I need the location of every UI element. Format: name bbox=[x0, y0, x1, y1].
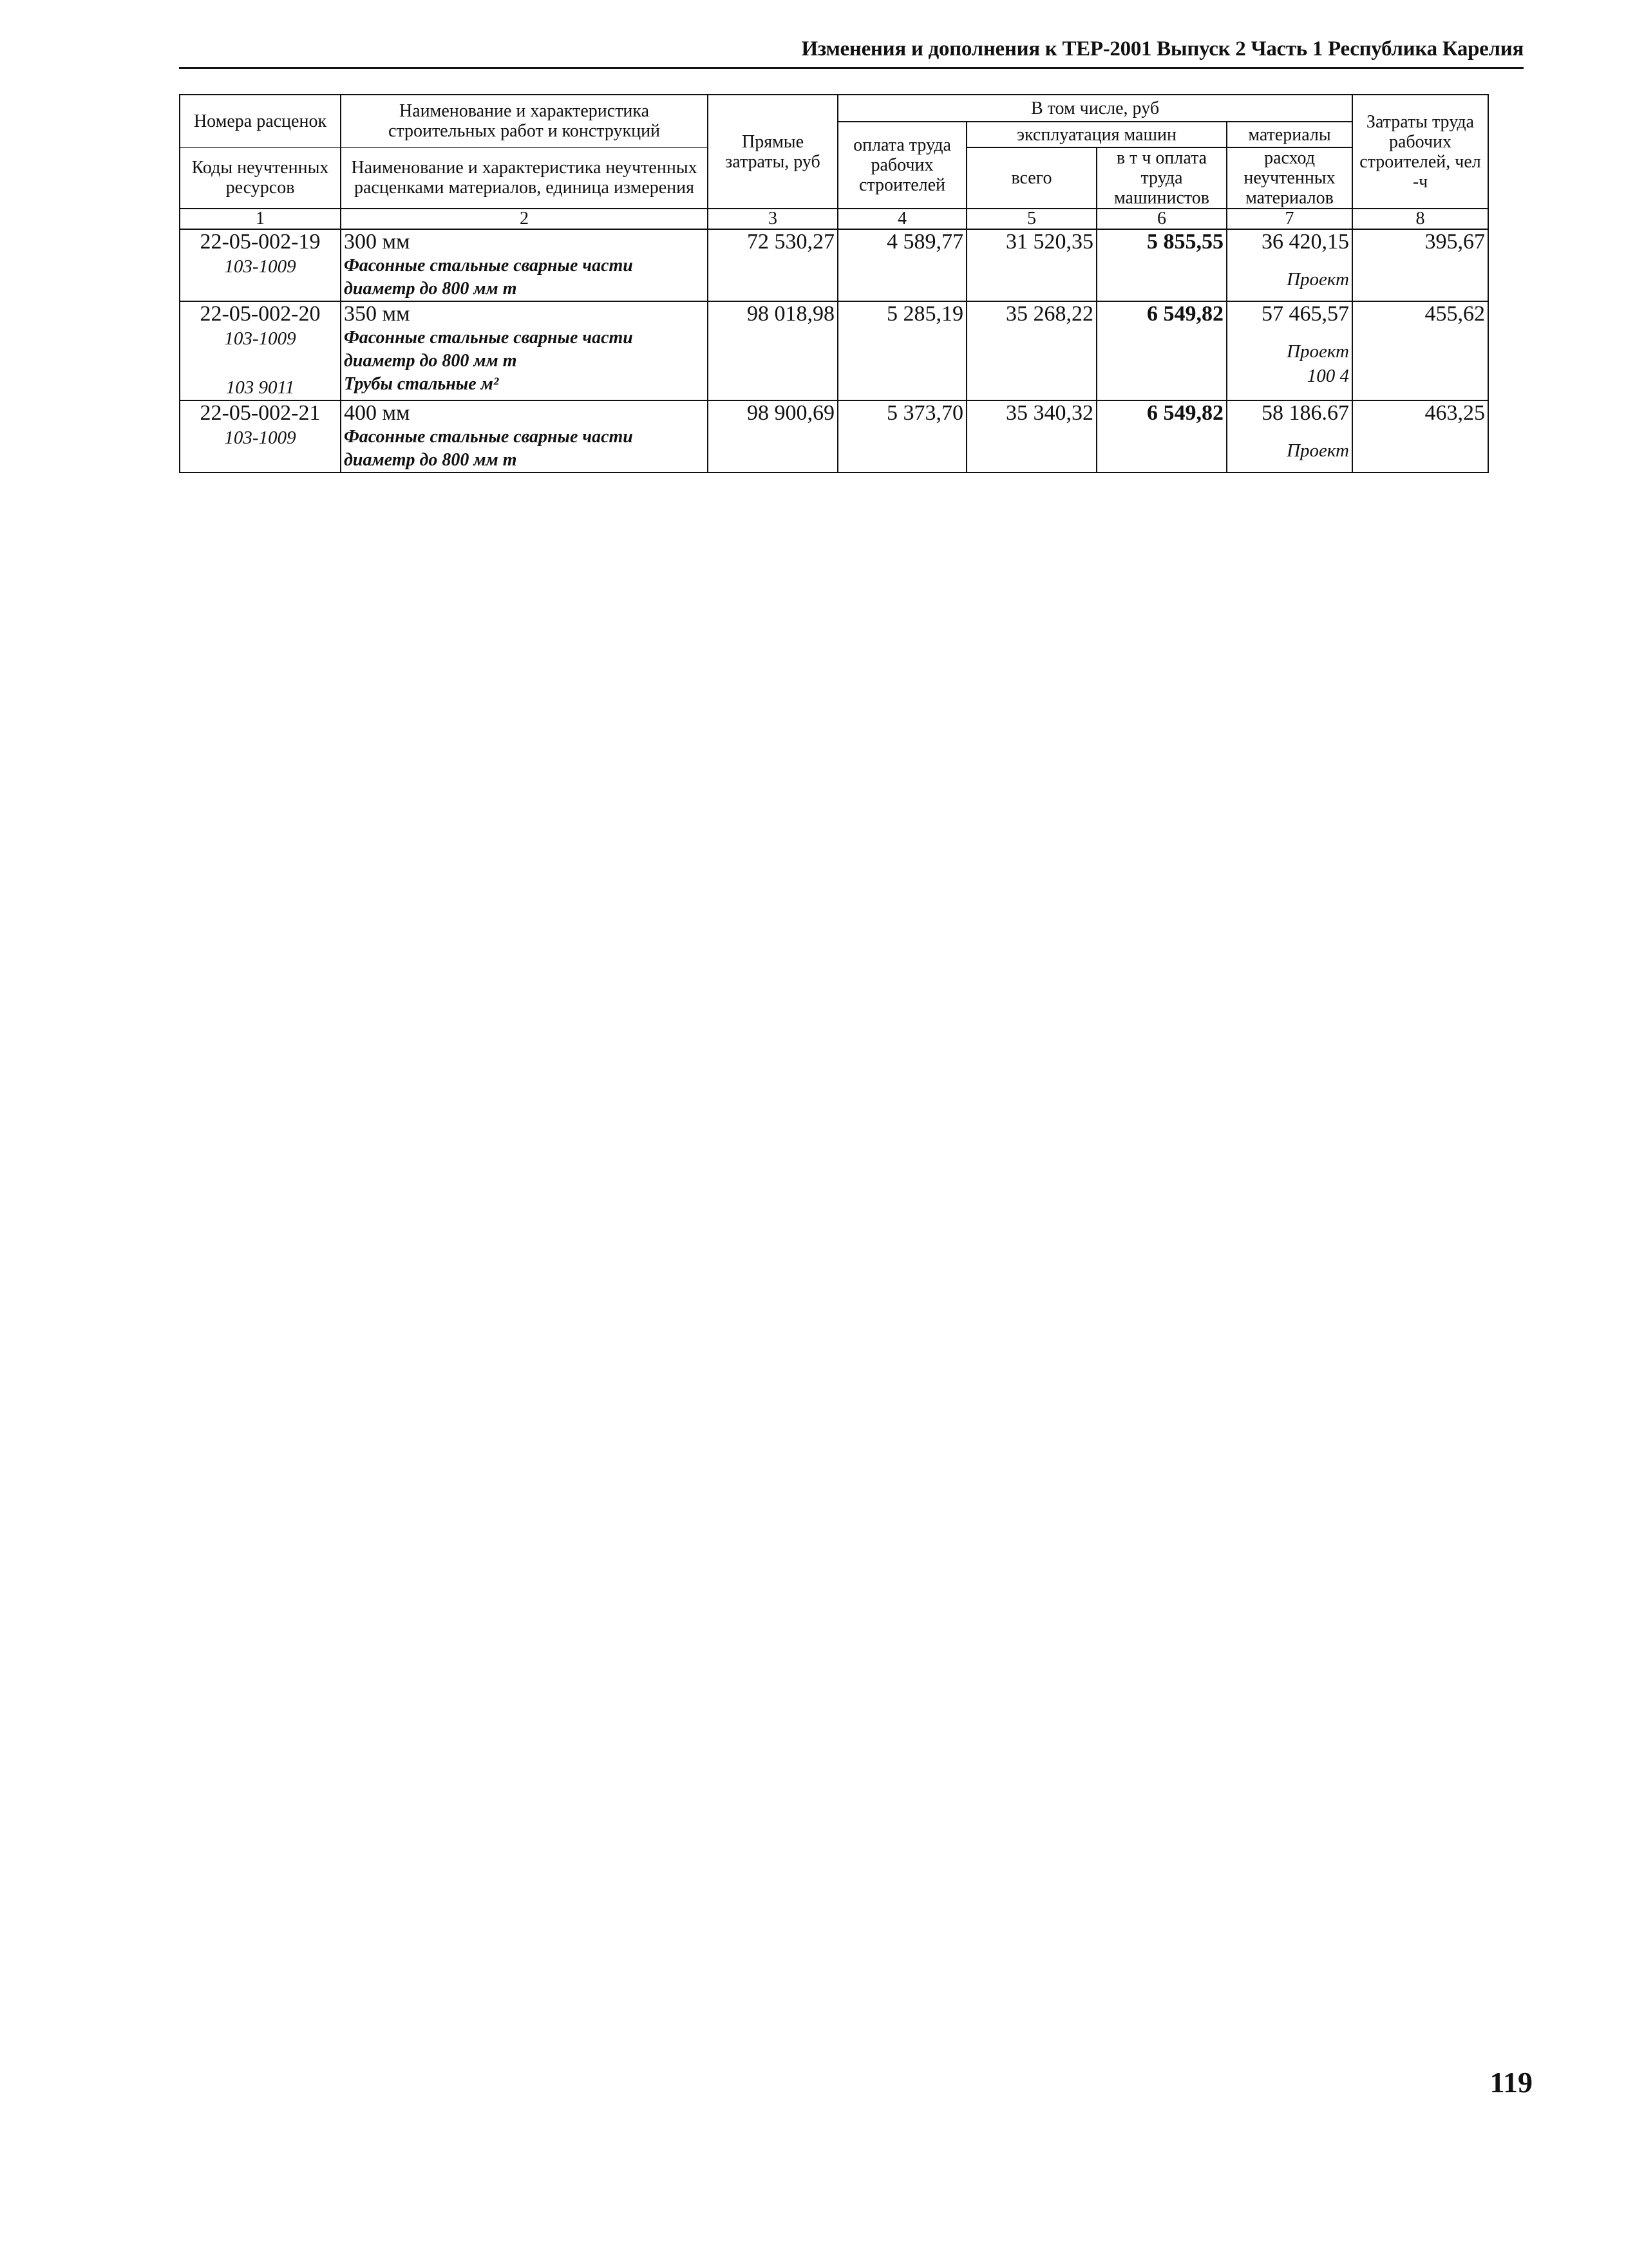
header-rule bbox=[179, 67, 1524, 69]
head-machinist-pay: в т ч оплата труда машинистов bbox=[1097, 147, 1227, 209]
col-number: 7 bbox=[1227, 209, 1352, 229]
material-name: Фасонные стальные сварные части bbox=[344, 256, 633, 276]
rates-table bbox=[179, 94, 1489, 473]
materials-cell bbox=[1227, 400, 1352, 473]
materials-value: 58 186.67 bbox=[1262, 401, 1350, 425]
head-direct-costs: Прямые затраты, руб bbox=[708, 95, 838, 209]
labor-hours: 455,62 bbox=[1352, 301, 1488, 400]
machinist-pay: 5 855,55 bbox=[1097, 229, 1227, 301]
materials-note: Проект bbox=[1287, 341, 1350, 362]
work-name-cell bbox=[341, 400, 708, 473]
machinist-pay: 6 549,82 bbox=[1097, 400, 1227, 473]
head-materials: материалы bbox=[1227, 122, 1352, 147]
extra-material: Трубы стальные м² bbox=[344, 374, 499, 394]
head-rate-numbers: Номера расценок bbox=[180, 95, 341, 147]
machines-total: 35 340,32 bbox=[967, 400, 1097, 473]
work-name: 350 мм bbox=[344, 302, 410, 326]
head-machines-total: всего bbox=[967, 147, 1097, 209]
col-number: 3 bbox=[708, 209, 838, 229]
col-number: 2 bbox=[341, 209, 708, 229]
col-number: 8 bbox=[1352, 209, 1488, 229]
material-unit: диаметр до 800 мм т bbox=[344, 351, 517, 371]
machines-total: 35 268,22 bbox=[967, 301, 1097, 400]
materials-value: 57 465,57 bbox=[1262, 302, 1350, 326]
materials-cell bbox=[1227, 301, 1352, 400]
head-labor-hours: Затраты труда рабочих строителей, чел -ч bbox=[1352, 95, 1488, 209]
material-name: Фасонные стальные сварные части bbox=[344, 328, 633, 348]
material-unit: диаметр до 800 мм т bbox=[344, 450, 517, 470]
col-number: 5 bbox=[967, 209, 1097, 229]
labor-hours: 395,67 bbox=[1352, 229, 1488, 301]
head-machine-operation: эксплуатация машин bbox=[967, 122, 1227, 147]
worker-pay: 5 373,70 bbox=[838, 400, 967, 473]
rate-code: 22-05-002-20 bbox=[200, 302, 321, 326]
machinist-pay: 6 549,82 bbox=[1097, 301, 1227, 400]
materials-note: 100 4 bbox=[1307, 366, 1350, 386]
materials-cell bbox=[1227, 229, 1352, 301]
material-unit: диаметр до 800 мм т bbox=[344, 279, 517, 299]
head-resource-codes: Коды неучтенных ресурсов bbox=[180, 147, 341, 209]
rate-code-cell bbox=[180, 301, 341, 400]
head-work-name: Наименование и характеристика строительных работ и конструкций bbox=[341, 95, 708, 147]
materials-note: Проект bbox=[1287, 269, 1350, 290]
work-name-cell bbox=[341, 301, 708, 400]
labor-hours: 463,25 bbox=[1352, 400, 1488, 473]
head-worker-pay: оплата труда рабочих строителей bbox=[838, 122, 967, 209]
work-name-cell bbox=[341, 229, 708, 301]
work-name: 300 мм bbox=[344, 230, 410, 254]
machines-total: 31 520,35 bbox=[967, 229, 1097, 301]
rate-code: 22-05-002-19 bbox=[200, 230, 321, 254]
rate-code-cell bbox=[180, 400, 341, 473]
rate-code-cell bbox=[180, 229, 341, 301]
resource-code: 103-1009 bbox=[224, 256, 296, 277]
table-row bbox=[180, 400, 1488, 473]
rate-code: 22-05-002-21 bbox=[200, 401, 321, 425]
running-header: Изменения и дополнения к ТЕР-2001 Выпуск 2 Часть 1 Республика Карелия bbox=[801, 37, 1524, 61]
resource-code: 103-1009 bbox=[224, 427, 296, 448]
col-number: 1 bbox=[180, 209, 341, 229]
col-number: 4 bbox=[838, 209, 967, 229]
head-material-name: Наименование и характеристика неучтенных расценками материалов, единица измерения bbox=[341, 147, 708, 209]
work-name: 400 мм bbox=[344, 401, 410, 425]
worker-pay: 4 589,77 bbox=[838, 229, 967, 301]
materials-value: 36 420,15 bbox=[1262, 230, 1350, 254]
table-row bbox=[180, 229, 1488, 301]
direct-costs: 98 900,69 bbox=[708, 400, 838, 473]
direct-costs: 72 530,27 bbox=[708, 229, 838, 301]
worker-pay: 5 285,19 bbox=[838, 301, 967, 400]
direct-costs: 98 018,98 bbox=[708, 301, 838, 400]
col-number: 6 bbox=[1097, 209, 1227, 229]
materials-note: Проект bbox=[1287, 440, 1350, 461]
page-number: 119 bbox=[1489, 2066, 1533, 2099]
table-row bbox=[180, 301, 1488, 400]
material-name: Фасонные стальные сварные части bbox=[344, 427, 633, 447]
resource-code: 103 9011 bbox=[225, 377, 295, 398]
resource-code: 103-1009 bbox=[224, 328, 296, 349]
head-including: В том числе, руб bbox=[838, 95, 1352, 122]
head-material-consumption: расход неучтенных материалов bbox=[1227, 147, 1352, 209]
